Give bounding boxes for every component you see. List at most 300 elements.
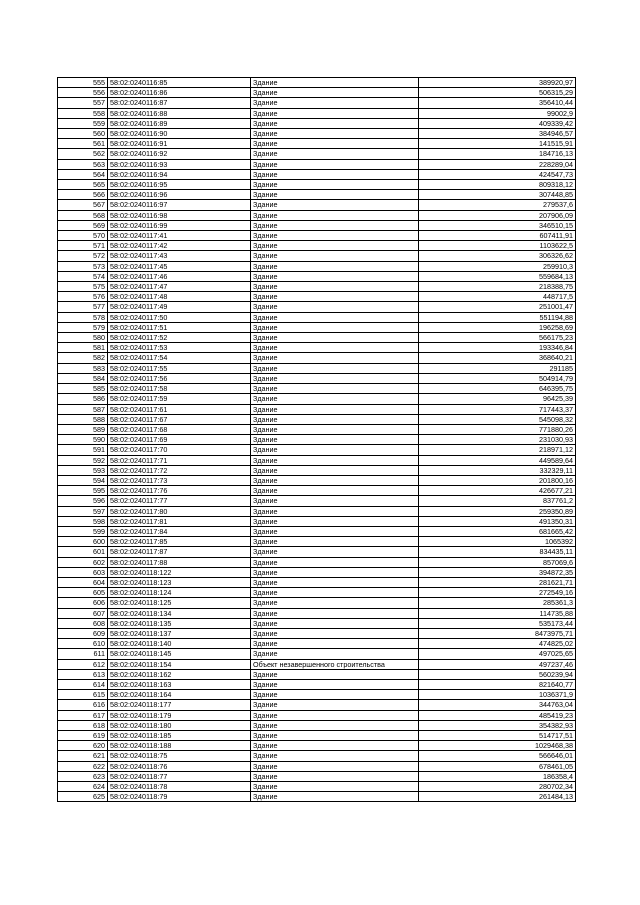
cadastral-number-cell: 58:02:0240116:98 [108, 210, 251, 220]
cadastral-number-cell: 58:02:0240118:135 [108, 618, 251, 628]
cadastral-value-cell: 485419,23 [419, 710, 576, 720]
row-number-cell: 608 [58, 618, 108, 628]
object-type-cell: Здание [251, 608, 419, 618]
table-row [58, 700, 576, 710]
object-type-cell: Объект незавершенного строительства [251, 659, 419, 669]
cadastral-value-cell: 285361,3 [419, 598, 576, 608]
row-number-cell: 620 [58, 741, 108, 751]
cadastral-value-cell: 497025,65 [419, 649, 576, 659]
table-row [58, 373, 576, 383]
object-type-cell: Здание [251, 751, 419, 761]
table-row [58, 526, 576, 536]
cadastral-number-cell: 58:02:0240116:93 [108, 159, 251, 169]
table-row [58, 557, 576, 567]
object-type-cell: Здание [251, 567, 419, 577]
object-type-cell: Здание [251, 731, 419, 741]
cadastral-value-cell: 99002,9 [419, 108, 576, 118]
object-type-cell: Здание [251, 761, 419, 771]
table-row [58, 639, 576, 649]
cadastral-number-cell: 58:02:0240117:49 [108, 302, 251, 312]
object-type-cell: Здание [251, 384, 419, 394]
object-type-cell: Здание [251, 302, 419, 312]
cadastral-number-cell: 58:02:0240117:68 [108, 424, 251, 434]
object-type-cell: Здание [251, 435, 419, 445]
cadastral-number-cell: 58:02:0240118:177 [108, 700, 251, 710]
cadastral-number-cell: 58:02:0240117:76 [108, 486, 251, 496]
cadastral-value-cell: 384946,57 [419, 129, 576, 139]
table-row [58, 496, 576, 506]
object-type-cell: Здание [251, 465, 419, 475]
table-row [58, 455, 576, 465]
object-type-cell: Здание [251, 526, 419, 536]
object-type-cell: Здание [251, 169, 419, 179]
cadastral-value-cell: 354382,93 [419, 720, 576, 730]
table-row [58, 588, 576, 598]
cadastral-number-cell: 58:02:0240118:76 [108, 761, 251, 771]
row-number-cell: 574 [58, 271, 108, 281]
cadastral-value-cell: 681665,42 [419, 526, 576, 536]
cadastral-value-cell: 535173,44 [419, 618, 576, 628]
cadastral-number-cell: 58:02:0240118:137 [108, 628, 251, 638]
table-row [58, 424, 576, 434]
cadastral-number-cell: 58:02:0240117:58 [108, 384, 251, 394]
object-type-cell: Здание [251, 129, 419, 139]
table-row [58, 292, 576, 302]
cadastral-value-cell: 279537,6 [419, 200, 576, 210]
object-type-cell: Здание [251, 118, 419, 128]
table-row [58, 751, 576, 761]
cadastral-value-cell: 1103622,5 [419, 241, 576, 251]
cadastral-number-cell: 58:02:0240116:86 [108, 88, 251, 98]
cadastral-number-cell: 58:02:0240117:81 [108, 516, 251, 526]
table-row [58, 231, 576, 241]
cadastral-number-cell: 58:02:0240117:59 [108, 394, 251, 404]
cadastral-number-cell: 58:02:0240116:97 [108, 200, 251, 210]
cadastral-value-cell: 1029468,38 [419, 741, 576, 751]
table-row [58, 210, 576, 220]
row-number-cell: 610 [58, 639, 108, 649]
cadastral-value-cell: 8473975,71 [419, 628, 576, 638]
row-number-cell: 609 [58, 628, 108, 638]
row-number-cell: 580 [58, 333, 108, 343]
cadastral-value-cell: 837761,2 [419, 496, 576, 506]
object-type-cell: Здание [251, 506, 419, 516]
table-row [58, 404, 576, 414]
table-row [58, 465, 576, 475]
row-number-cell: 598 [58, 516, 108, 526]
cadastral-number-cell: 58:02:0240117:51 [108, 322, 251, 332]
cadastral-number-cell: 58:02:0240116:99 [108, 220, 251, 230]
cadastral-value-cell: 186358,4 [419, 771, 576, 781]
object-type-cell: Здание [251, 210, 419, 220]
object-type-cell: Здание [251, 333, 419, 343]
row-number-cell: 561 [58, 139, 108, 149]
row-number-cell: 595 [58, 486, 108, 496]
cadastral-number-cell: 58:02:0240117:50 [108, 312, 251, 322]
cadastral-number-cell: 58:02:0240117:77 [108, 496, 251, 506]
table-row [58, 537, 576, 547]
cadastral-number-cell: 58:02:0240116:85 [108, 78, 251, 88]
object-type-cell: Здание [251, 139, 419, 149]
table-row [58, 251, 576, 261]
row-number-cell: 565 [58, 180, 108, 190]
row-number-cell: 578 [58, 312, 108, 322]
row-number-cell: 583 [58, 363, 108, 373]
object-type-cell: Здание [251, 649, 419, 659]
table-row [58, 577, 576, 587]
row-number-cell: 612 [58, 659, 108, 669]
cadastral-value-cell: 514717,51 [419, 731, 576, 741]
cadastral-number-cell: 58:02:0240116:94 [108, 169, 251, 179]
cadastral-value-cell: 678461,05 [419, 761, 576, 771]
cadastral-value-cell: 834435,11 [419, 547, 576, 557]
row-number-cell: 603 [58, 567, 108, 577]
object-type-cell: Здание [251, 516, 419, 526]
cadastral-number-cell: 58:02:0240118:145 [108, 649, 251, 659]
object-type-cell: Здание [251, 363, 419, 373]
row-number-cell: 597 [58, 506, 108, 516]
cadastral-value-cell: 272549,16 [419, 588, 576, 598]
object-type-cell: Здание [251, 588, 419, 598]
cadastral-value-cell: 491350,31 [419, 516, 576, 526]
cadastral-number-cell: 58:02:0240118:79 [108, 792, 251, 802]
property-table [57, 77, 576, 802]
cadastral-number-cell: 58:02:0240117:42 [108, 241, 251, 251]
row-number-cell: 614 [58, 679, 108, 689]
row-number-cell: 555 [58, 78, 108, 88]
row-number-cell: 556 [58, 88, 108, 98]
object-type-cell: Здание [251, 241, 419, 251]
row-number-cell: 587 [58, 404, 108, 414]
object-type-cell: Здание [251, 445, 419, 455]
table-row [58, 333, 576, 343]
table-row [58, 312, 576, 322]
table-row [58, 118, 576, 128]
row-number-cell: 590 [58, 435, 108, 445]
object-type-cell: Здание [251, 700, 419, 710]
object-type-cell: Здание [251, 486, 419, 496]
row-number-cell: 588 [58, 414, 108, 424]
row-number-cell: 605 [58, 588, 108, 598]
cadastral-value-cell: 506315,29 [419, 88, 576, 98]
object-type-cell: Здание [251, 720, 419, 730]
row-number-cell: 596 [58, 496, 108, 506]
cadastral-number-cell: 58:02:0240116:91 [108, 139, 251, 149]
table-row [58, 98, 576, 108]
object-type-cell: Здание [251, 292, 419, 302]
object-type-cell: Здание [251, 78, 419, 88]
row-number-cell: 576 [58, 292, 108, 302]
object-type-cell: Здание [251, 312, 419, 322]
object-type-cell: Здание [251, 496, 419, 506]
table-row [58, 792, 576, 802]
cadastral-number-cell: 58:02:0240117:80 [108, 506, 251, 516]
object-type-cell: Здание [251, 88, 419, 98]
cadastral-number-cell: 58:02:0240117:87 [108, 547, 251, 557]
table-row [58, 394, 576, 404]
object-type-cell: Здание [251, 271, 419, 281]
table-row [58, 159, 576, 169]
object-type-cell: Здание [251, 108, 419, 118]
object-type-cell: Здание [251, 547, 419, 557]
row-number-cell: 621 [58, 751, 108, 761]
cadastral-value-cell: 821640,77 [419, 679, 576, 689]
cadastral-number-cell: 58:02:0240117:56 [108, 373, 251, 383]
table-row [58, 608, 576, 618]
row-number-cell: 563 [58, 159, 108, 169]
row-number-cell: 559 [58, 118, 108, 128]
table-row [58, 129, 576, 139]
cadastral-value-cell: 1065392 [419, 537, 576, 547]
table-row [58, 261, 576, 271]
row-number-cell: 611 [58, 649, 108, 659]
cadastral-number-cell: 58:02:0240117:43 [108, 251, 251, 261]
object-type-cell: Здание [251, 782, 419, 792]
cadastral-value-cell: 259350,89 [419, 506, 576, 516]
row-number-cell: 567 [58, 200, 108, 210]
table-row [58, 710, 576, 720]
row-number-cell: 602 [58, 557, 108, 567]
row-number-cell: 573 [58, 261, 108, 271]
row-number-cell: 579 [58, 322, 108, 332]
row-number-cell: 619 [58, 731, 108, 741]
cadastral-number-cell: 58:02:0240118:140 [108, 639, 251, 649]
cadastral-value-cell: 259910,3 [419, 261, 576, 271]
table-row [58, 220, 576, 230]
cadastral-number-cell: 58:02:0240116:89 [108, 118, 251, 128]
cadastral-value-cell: 251001,47 [419, 302, 576, 312]
row-number-cell: 623 [58, 771, 108, 781]
table-row [58, 771, 576, 781]
table-row [58, 516, 576, 526]
row-number-cell: 600 [58, 537, 108, 547]
cadastral-number-cell: 58:02:0240117:45 [108, 261, 251, 271]
cadastral-number-cell: 58:02:0240117:85 [108, 537, 251, 547]
cadastral-value-cell: 114735,88 [419, 608, 576, 618]
cadastral-number-cell: 58:02:0240117:61 [108, 404, 251, 414]
object-type-cell: Здание [251, 557, 419, 567]
row-number-cell: 586 [58, 394, 108, 404]
row-number-cell: 607 [58, 608, 108, 618]
row-number-cell: 569 [58, 220, 108, 230]
table-row [58, 200, 576, 210]
cadastral-value-cell: 448717,5 [419, 292, 576, 302]
row-number-cell: 601 [58, 547, 108, 557]
cadastral-number-cell: 58:02:0240117:55 [108, 363, 251, 373]
cadastral-number-cell: 58:02:0240116:96 [108, 190, 251, 200]
table-row [58, 506, 576, 516]
object-type-cell: Здание [251, 639, 419, 649]
cadastral-value-cell: 228289,04 [419, 159, 576, 169]
table-row [58, 343, 576, 353]
row-number-cell: 577 [58, 302, 108, 312]
row-number-cell: 613 [58, 669, 108, 679]
row-number-cell: 575 [58, 282, 108, 292]
row-number-cell: 599 [58, 526, 108, 536]
table-row [58, 649, 576, 659]
cadastral-value-cell: 280702,34 [419, 782, 576, 792]
table-row [58, 435, 576, 445]
table-row [58, 618, 576, 628]
row-number-cell: 594 [58, 475, 108, 485]
cadastral-value-cell: 306326,62 [419, 251, 576, 261]
object-type-cell: Здание [251, 98, 419, 108]
cadastral-value-cell: 1036371,9 [419, 690, 576, 700]
row-number-cell: 616 [58, 700, 108, 710]
cadastral-number-cell: 58:02:0240118:75 [108, 751, 251, 761]
table-row [58, 108, 576, 118]
cadastral-number-cell: 58:02:0240117:48 [108, 292, 251, 302]
object-type-cell: Здание [251, 598, 419, 608]
row-number-cell: 571 [58, 241, 108, 251]
row-number-cell: 618 [58, 720, 108, 730]
cadastral-value-cell: 545098,32 [419, 414, 576, 424]
cadastral-number-cell: 58:02:0240117:41 [108, 231, 251, 241]
table-row [58, 88, 576, 98]
table-row [58, 149, 576, 159]
cadastral-value-cell: 394872,35 [419, 567, 576, 577]
table-row [58, 475, 576, 485]
row-number-cell: 566 [58, 190, 108, 200]
object-type-cell: Здание [251, 353, 419, 363]
cadastral-number-cell: 58:02:0240118:123 [108, 577, 251, 587]
cadastral-number-cell: 58:02:0240118:125 [108, 598, 251, 608]
cadastral-value-cell: 261484,13 [419, 792, 576, 802]
cadastral-value-cell: 193346,84 [419, 343, 576, 353]
table-row [58, 363, 576, 373]
cadastral-value-cell: 857069,6 [419, 557, 576, 567]
cadastral-number-cell: 58:02:0240117:69 [108, 435, 251, 445]
row-number-cell: 570 [58, 231, 108, 241]
cadastral-value-cell: 196258,69 [419, 322, 576, 332]
cadastral-value-cell: 449589,64 [419, 455, 576, 465]
object-type-cell: Здание [251, 628, 419, 638]
cadastral-value-cell: 646395,75 [419, 384, 576, 394]
cadastral-number-cell: 58:02:0240117:54 [108, 353, 251, 363]
object-type-cell: Здание [251, 261, 419, 271]
cadastral-value-cell: 368640,21 [419, 353, 576, 363]
row-number-cell: 604 [58, 577, 108, 587]
table-row [58, 628, 576, 638]
table-row [58, 598, 576, 608]
table-row [58, 486, 576, 496]
cadastral-value-cell: 809318,12 [419, 180, 576, 190]
object-type-cell: Здание [251, 710, 419, 720]
row-number-cell: 584 [58, 373, 108, 383]
cadastral-number-cell: 58:02:0240118:185 [108, 731, 251, 741]
object-type-cell: Здание [251, 771, 419, 781]
table-row [58, 547, 576, 557]
object-type-cell: Здание [251, 669, 419, 679]
row-number-cell: 568 [58, 210, 108, 220]
row-number-cell: 591 [58, 445, 108, 455]
table-row [58, 241, 576, 251]
cadastral-number-cell: 58:02:0240118:122 [108, 567, 251, 577]
object-type-cell: Здание [251, 455, 419, 465]
cadastral-value-cell: 566646,01 [419, 751, 576, 761]
object-type-cell: Здание [251, 404, 419, 414]
table-row [58, 282, 576, 292]
cadastral-number-cell: 58:02:0240117:72 [108, 465, 251, 475]
object-type-cell: Здание [251, 424, 419, 434]
cadastral-value-cell: 426677,21 [419, 486, 576, 496]
object-type-cell: Здание [251, 200, 419, 210]
table-row [58, 180, 576, 190]
cadastral-value-cell: 607411,91 [419, 231, 576, 241]
cadastral-value-cell: 474825,02 [419, 639, 576, 649]
table-row [58, 761, 576, 771]
object-type-cell: Здание [251, 159, 419, 169]
cadastral-value-cell: 218971,12 [419, 445, 576, 455]
object-type-cell: Здание [251, 475, 419, 485]
cadastral-number-cell: 58:02:0240117:52 [108, 333, 251, 343]
property-table-body [58, 78, 576, 802]
cadastral-number-cell: 58:02:0240118:162 [108, 669, 251, 679]
row-number-cell: 562 [58, 149, 108, 159]
table-row [58, 169, 576, 179]
object-type-cell: Здание [251, 618, 419, 628]
table-row [58, 782, 576, 792]
cadastral-number-cell: 58:02:0240117:47 [108, 282, 251, 292]
table-row [58, 353, 576, 363]
object-type-cell: Здание [251, 343, 419, 353]
table-row [58, 669, 576, 679]
table-row [58, 271, 576, 281]
object-type-cell: Здание [251, 251, 419, 261]
table-row [58, 384, 576, 394]
row-number-cell: 585 [58, 384, 108, 394]
object-type-cell: Здание [251, 414, 419, 424]
cadastral-value-cell: 307448,85 [419, 190, 576, 200]
table-row [58, 78, 576, 88]
cadastral-number-cell: 58:02:0240117:84 [108, 526, 251, 536]
row-number-cell: 615 [58, 690, 108, 700]
cadastral-value-cell: 201800,16 [419, 475, 576, 485]
cadastral-value-cell: 332329,11 [419, 465, 576, 475]
table-row [58, 302, 576, 312]
row-number-cell: 592 [58, 455, 108, 465]
table-row [58, 720, 576, 730]
cadastral-value-cell: 497237,46 [419, 659, 576, 669]
object-type-cell: Здание [251, 190, 419, 200]
object-type-cell: Здание [251, 180, 419, 190]
cadastral-number-cell: 58:02:0240117:46 [108, 271, 251, 281]
cadastral-number-cell: 58:02:0240117:67 [108, 414, 251, 424]
table-row [58, 679, 576, 689]
object-type-cell: Здание [251, 394, 419, 404]
object-type-cell: Здание [251, 282, 419, 292]
cadastral-value-cell: 346510,15 [419, 220, 576, 230]
cadastral-number-cell: 58:02:0240118:188 [108, 741, 251, 751]
cadastral-value-cell: 771880,26 [419, 424, 576, 434]
row-number-cell: 581 [58, 343, 108, 353]
cadastral-number-cell: 58:02:0240116:92 [108, 149, 251, 159]
table-row [58, 690, 576, 700]
cadastral-number-cell: 58:02:0240117:53 [108, 343, 251, 353]
row-number-cell: 617 [58, 710, 108, 720]
cadastral-value-cell: 96425,39 [419, 394, 576, 404]
cadastral-value-cell: 356410,44 [419, 98, 576, 108]
object-type-cell: Здание [251, 322, 419, 332]
cadastral-value-cell: 184716,13 [419, 149, 576, 159]
table-row [58, 741, 576, 751]
cadastral-value-cell: 504914,79 [419, 373, 576, 383]
object-type-cell: Здание [251, 690, 419, 700]
object-type-cell: Здание [251, 373, 419, 383]
object-type-cell: Здание [251, 741, 419, 751]
row-number-cell: 564 [58, 169, 108, 179]
object-type-cell: Здание [251, 792, 419, 802]
